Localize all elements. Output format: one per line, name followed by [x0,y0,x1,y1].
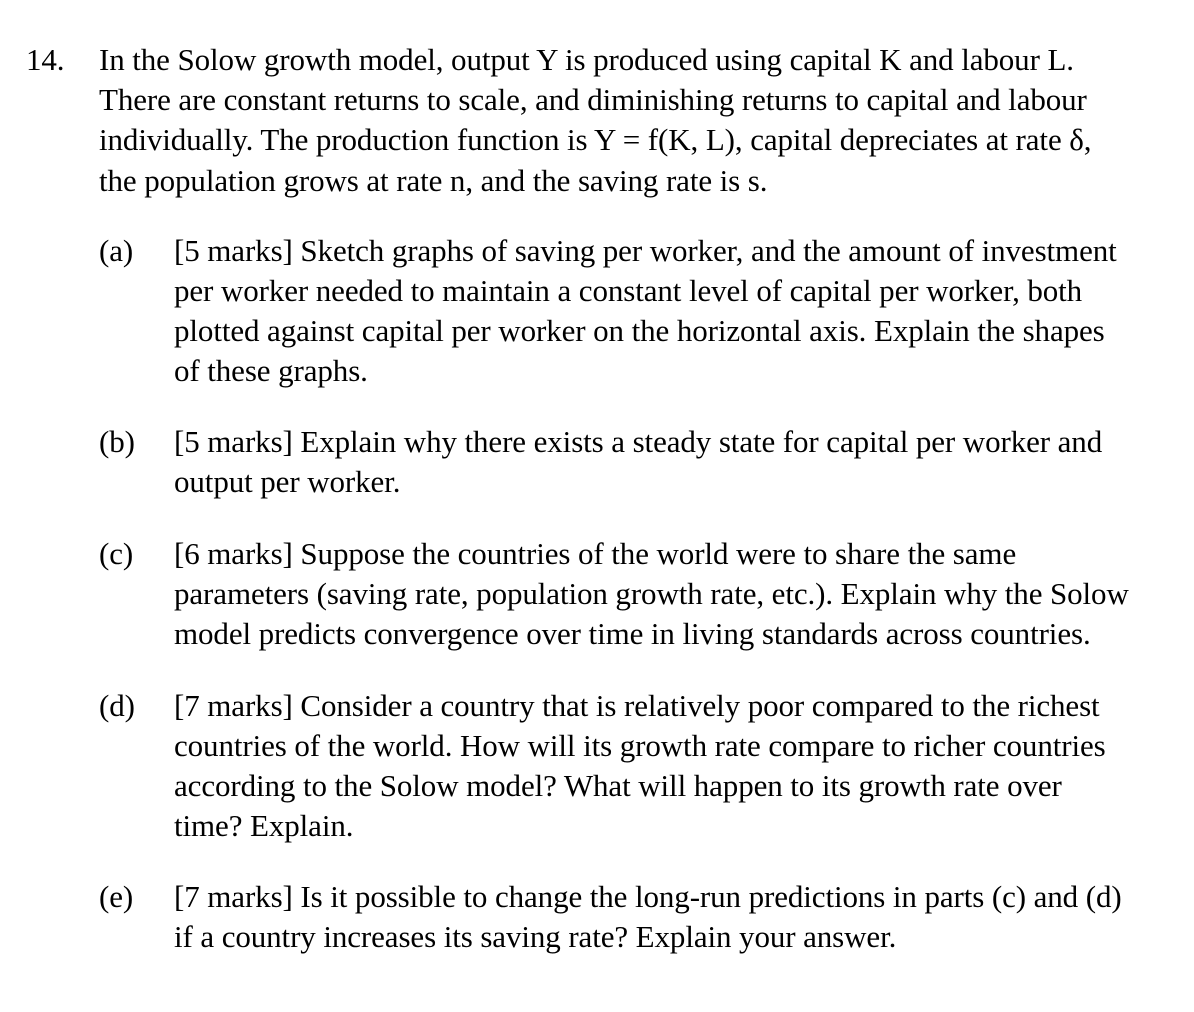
part-d-line-3: according to the Solow model? What will happen to its growth rate over [174,768,1062,803]
part-e-line-1: [7 marks] Is it possible to change the long-run predictions in parts (c) and (d) [174,879,1122,914]
part-b-line-2: output per worker. [174,464,401,499]
part-a-label: (a) [99,233,134,268]
part-b-label: (b) [99,424,135,459]
part-c-line-2: parameters (saving rate, population growth rate, etc.). Explain why the Solow [174,576,1129,611]
part-d-label: (d) [99,688,135,723]
part-a-line-1: [5 marks] Sketch graphs of saving per worker, and the amount of investment [174,233,1117,268]
part-c-line-1: [6 marks] Suppose the countries of the world were to share the same [174,536,1017,571]
part-c-line-3: model predicts convergence over time in living standards across countries. [174,616,1091,651]
part-e-label: (e) [99,879,134,914]
part-b-line-1: [5 marks] Explain why there exists a steady state for capital per worker and [174,424,1103,459]
question-stem-line-4: the population grows at rate n, and the saving rate is s. [99,163,768,198]
part-c-label: (c) [99,536,134,571]
part-e-line-2: if a country increases its saving rate? Explain your answer. [174,919,897,954]
question-stem-line-3: individually. The production function is Y = f(K, L), capital depreciates at rate δ, [99,122,1092,157]
part-a-line-2: per worker needed to maintain a constant level of capital per worker, both [174,273,1083,308]
question-stem-line-1: In the Solow growth model, output Y is produced using capital K and labour L. [99,42,1074,77]
part-d-line-1: [7 marks] Consider a country that is relatively poor compared to the richest [174,688,1100,723]
part-a-line-4: of these graphs. [174,353,368,388]
question-stem-line-2: There are constant returns to scale, and diminishing returns to capital and labour [99,82,1087,117]
part-d-line-4: time? Explain. [174,808,354,843]
question-number: 14. [26,42,65,77]
part-a-line-3: plotted against capital per worker on the horizontal axis. Explain the shapes [174,313,1105,348]
part-d-line-2: countries of the world. How will its growth rate compare to richer countries [174,728,1106,763]
